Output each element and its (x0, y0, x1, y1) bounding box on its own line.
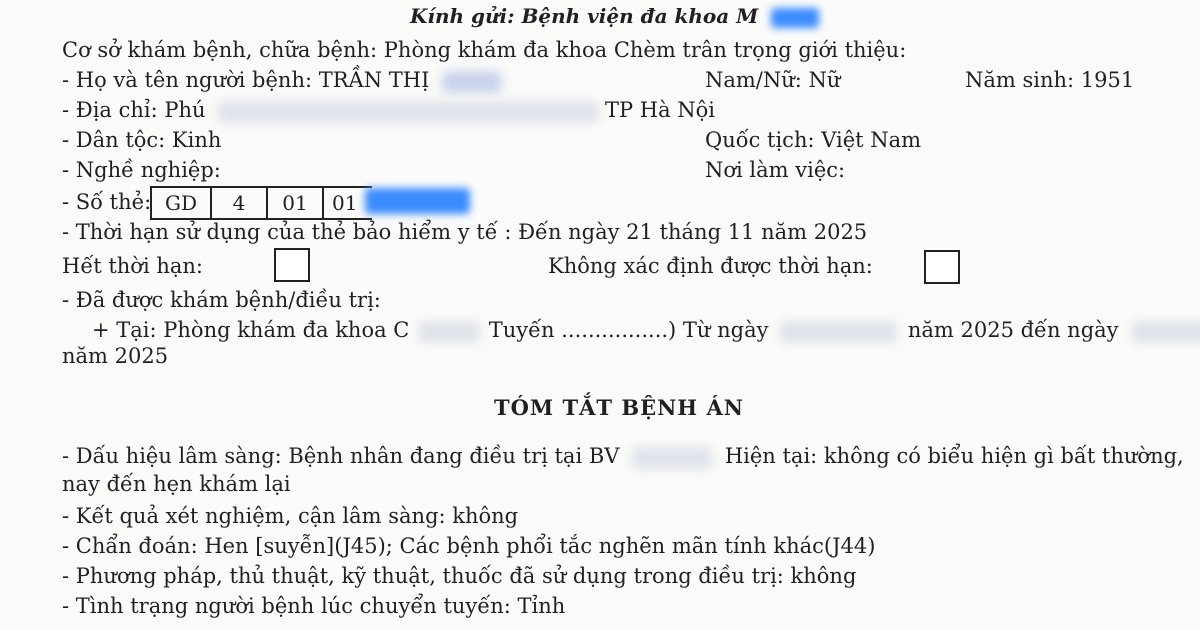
test-results: - Kết quả xét nghiệm, cận lâm sàng: không (62, 504, 519, 528)
card-number-boxes (150, 186, 372, 220)
card-cell: GD (152, 188, 212, 218)
patient-name-line (62, 70, 502, 93)
treatment-year-to: năm 2025 (62, 344, 169, 368)
patient-birth-year: Năm sinh: 1951 (965, 68, 1135, 92)
workplace: Nơi làm việc: (705, 158, 846, 182)
clinical-signs-prefix: - Dấu hiệu lâm sàng: Bệnh nhân đang điều trị tại BV (62, 444, 620, 468)
redaction-mark (771, 8, 819, 28)
intro-line: Cơ sở khám bệnh, chữa bệnh: Phòng khám đa khoa Chèm trân trọng giới thiệu: (62, 38, 907, 62)
occupation: - Nghề nghiệp: (62, 158, 221, 182)
treatment-label: - Đã được khám bệnh/điều trị: (62, 288, 381, 312)
patient-condition: - Tình trạng người bệnh lúc chuyển tuyến: Tỉnh (62, 594, 566, 618)
address-tail: TP Hà Nội (604, 98, 716, 122)
insurance-validity: - Thời hạn sử dụng của thẻ bảo hiểm y tế : Đến ngày 21 tháng 11 năm 2025 (62, 220, 868, 244)
expired-label: Hết thời hạn: (62, 254, 203, 278)
treatment-year-from: năm 2025 đến ngày (907, 318, 1119, 342)
undetermined-checkbox (924, 250, 960, 284)
treatment-place-line (92, 320, 1200, 343)
patient-name-label: - Họ và tên người bệnh: TRẦN THỊ (62, 68, 430, 92)
summary-title: TÓM TẮT BỆNH ÁN (494, 395, 744, 420)
expired-checkbox (274, 248, 310, 282)
diagnosis: - Chẩn đoán: Hen [suyễn](J45); Các bệnh phổi tắc nghẽn mãn tính khác(J44) (62, 534, 876, 558)
address-label: - Địa chỉ: Phú (62, 98, 206, 122)
redaction-mark (365, 188, 470, 214)
card-label: - Số thẻ: (62, 190, 152, 214)
card-cell: 01 (332, 191, 358, 215)
treatment-place-mid: Tuyến ................) Từ ngày (488, 318, 769, 342)
recipient-text: Kính gửi: Bệnh viện đa khoa M (410, 4, 759, 28)
redaction-mark (779, 321, 897, 343)
card-cell: 01 (268, 188, 324, 218)
treatment-methods: - Phương pháp, thủ thuật, kỹ thuật, thuốc đã sử dụng trong điều trị: không (62, 564, 857, 588)
clinical-signs-suffix: Hiện tại: không có biểu hiện gì bất thường, (724, 444, 1184, 468)
recipient-line (410, 6, 819, 28)
redaction-mark (1131, 321, 1200, 343)
treatment-place-prefix: + Tại: Phòng khám đa khoa C (92, 318, 410, 342)
undetermined-label: Không xác định được thời hạn: (548, 254, 873, 278)
redaction-mark (632, 447, 712, 469)
redaction-mark (418, 321, 480, 343)
clinical-signs-line (62, 446, 1184, 469)
clinical-signs-line2: nay đến hẹn khám lại (62, 472, 291, 496)
card-cell: 4 (212, 188, 268, 218)
address-line (62, 100, 715, 123)
redaction-mark (442, 71, 502, 93)
ethnicity: - Dân tộc: Kinh (62, 128, 222, 152)
patient-gender: Nam/Nữ: Nữ (705, 68, 841, 92)
nationality: Quốc tịch: Việt Nam (705, 128, 922, 152)
redaction-mark (218, 101, 598, 123)
